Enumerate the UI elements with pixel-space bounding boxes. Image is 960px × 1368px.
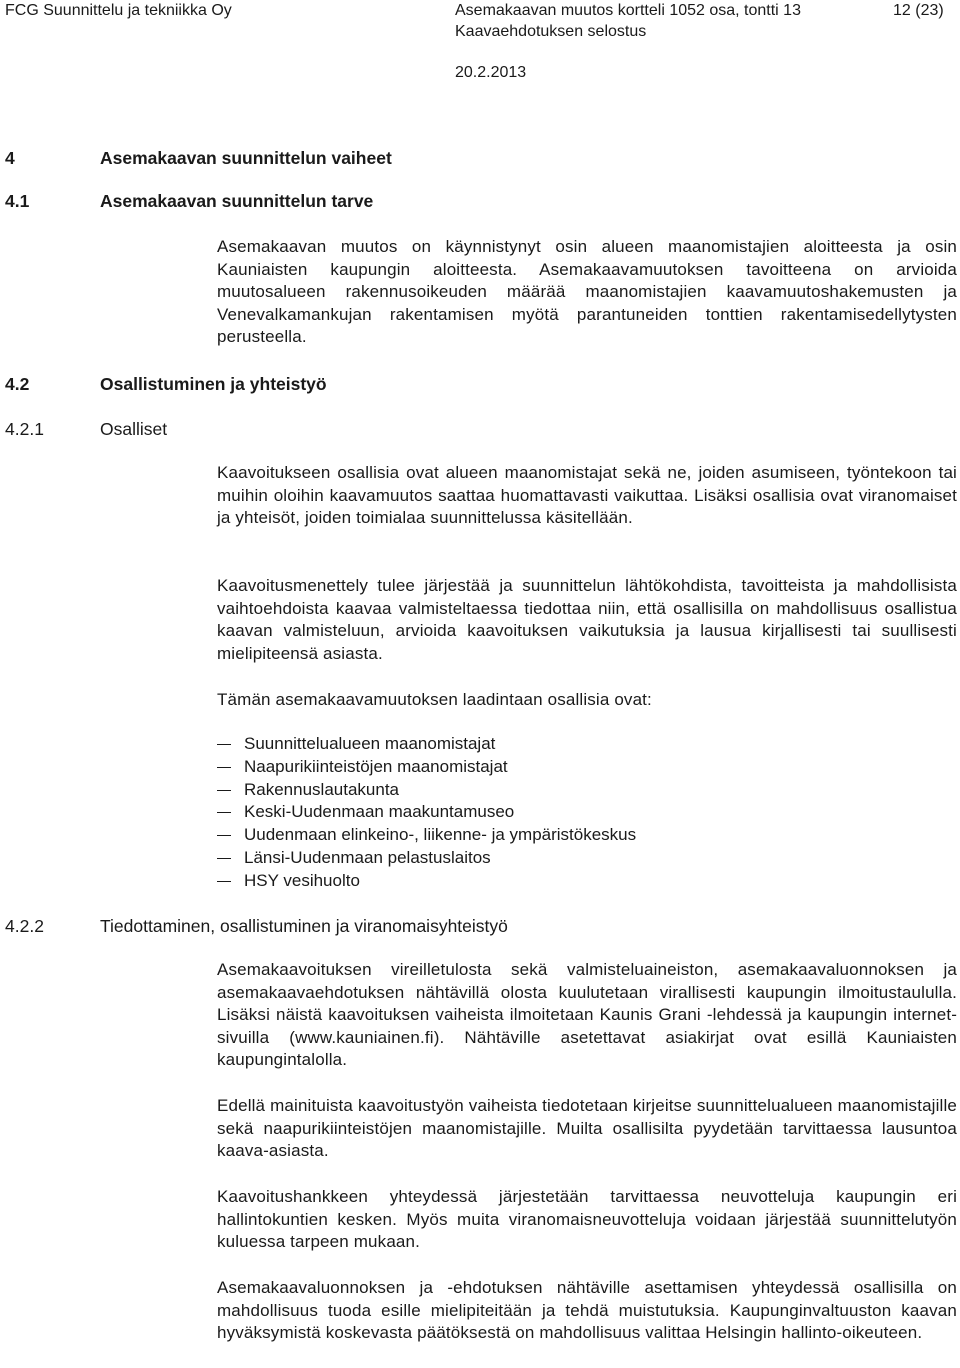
heading-section-4-2 — [5, 372, 327, 396]
list-item-text: Naapurikiinteistöjen maanomistajat — [244, 756, 508, 776]
heading-title: Asemakaavan suunnittelun vaiheet — [100, 148, 392, 168]
paragraph-appeals: Asemakaavaluonnoksen ja -ehdotuksen nähtäville asettamisen yhteydessä osallisilla on mahdollisuus tuoda esille mielipiteitään ja tehdä muistutuksia. Kaupunginvaltuuston kaavan hyväksymistä koskevasta päätöksestä on mahdollisuus valittaa Helsingin hallinto-oikeuteen. — [217, 1278, 957, 1343]
dash-bullet — [217, 881, 231, 882]
header-page-number: 12 (23) — [893, 2, 944, 19]
dash-bullet — [217, 835, 231, 836]
list-item-text: Rakennuslautakunta — [244, 779, 400, 799]
heading-section-4-2-1 — [5, 417, 167, 441]
list-item — [217, 756, 636, 779]
stakeholders-list — [217, 733, 636, 893]
list-item-text: Uudenmaan elinkeino-, liikenne- ja ympäristökeskus — [244, 825, 637, 845]
paragraph-stakeholders-definition: Kaavoitukseen osallisia ovat alueen maanomistajat sekä ne, joiden asumiseen, työntekoon tai muihin oloihin kaavamuutos saattaa huomattavasti vaikuttaa. Lisäksi osallisia ovat viranomaiset ja yhteisöt, joiden toimialaa suunnittelussa käsitellään. — [217, 463, 957, 528]
list-item-text: Suunnittelualueen maanomistajat — [244, 734, 496, 753]
paragraph-planning-need: Asemakaavan muutos on käynnistynyt osin alueen maanomistajien aloitteesta ja osin Kauniaisten kaupungin aloitteesta. Asemakaavamuutoksen tavoitteena on arvioida muutosalueen rakennusoikeuden määrää maanomistajien kaavamuutoshakemusten ja Venevalkamankujan rakentamisen myötä parantuneiden tonttien rakentamisedellytysten perusteella. — [217, 237, 957, 347]
heading-number: 4.2 — [5, 374, 30, 394]
heading-number: 4.2.2 — [5, 916, 44, 936]
header-project: Asemakaavan muutos kortteli 1052 osa, tontti 13 — [455, 2, 801, 19]
dash-bullet — [217, 812, 231, 813]
header-company: FCG Suunnittelu ja tekniikka Oy — [5, 2, 232, 19]
heading-title: Osallistuminen ja yhteistyö — [100, 374, 327, 394]
heading-number: 4.1 — [5, 191, 30, 211]
list-item — [217, 824, 636, 847]
paragraph-negotiations: Kaavoitushankkeen yhteydessä järjestetään tarvittaessa neuvotteluja kaupungin eri hallintokuntien kesken. Myös muita viranomaisneuvotteluja voidaan järjestää suunnittelutyön kuluessa tarpeen mukaan. — [217, 1187, 957, 1252]
paragraph-announcements: Asemakaavoituksen vireilletulosta sekä valmisteluaineiston, asemakaavaluonnoksen ja asemakaavaehdotuksen nähtävillä olosta kuulutetaan virallisesti kaupungin ilmoitustaululla. Lisäksi näistä kaavoituksen vaiheista ilmoitetaan Kaunis Grani -lehdessä ja kaupungin internet-sivuilla (www.kauniainen.fi). Nähtäville asetettavat asiakirjat ovat esillä Kauniaisten kaupungintalolla. — [217, 960, 957, 1070]
paragraph-planning-procedure: Kaavoitusmenettely tulee järjestää ja suunnittelun lähtökohdista, tavoitteista ja mahdollisista vaihtoehdoista kaavaa valmisteltaessa tiedottaa niin, että osallisilla on mahdollisuus osallistua kaavan valmisteluun, arvioida kaavoituksen vaikutuksia ja lausua kirjallisesti tai suullisesti mielipiteensä asiasta. — [217, 576, 957, 663]
heading-title: Asemakaavan suunnittelun tarve — [100, 191, 374, 211]
heading-section-4-2-2 — [5, 914, 508, 938]
list-item — [217, 847, 636, 870]
heading-section-4 — [5, 146, 392, 170]
list-item — [217, 733, 636, 756]
list-item — [217, 801, 636, 824]
list-item — [217, 779, 636, 802]
list-item-text: HSY vesihuolto — [244, 870, 360, 890]
list-item-text: Länsi-Uudenmaan pelastuslaitos — [244, 847, 491, 867]
heading-title: Tiedottaminen, osallistuminen ja viranomaisyhteistyö — [100, 916, 508, 936]
dash-bullet — [217, 767, 231, 768]
paragraph-letters: Edellä mainituista kaavoitustyön vaiheista tiedotetaan kirjeitse suunnittelualueen maanomistajille sekä naapurikiinteistöjen maanomistajille. Muilta osallisilta pyydetään tarvittaessa lausuntoa kaava-asiasta. — [217, 1096, 957, 1161]
heading-number: 4.2.1 — [5, 419, 44, 439]
dash-bullet — [217, 858, 231, 859]
header-doc-type: Kaavaehdotuksen selostus — [455, 23, 647, 40]
dash-bullet — [217, 744, 231, 745]
dash-bullet — [217, 790, 231, 791]
heading-number: 4 — [5, 148, 15, 168]
list-item — [217, 870, 636, 893]
heading-title: Osalliset — [100, 419, 168, 439]
list-item-text: Keski-Uudenmaan maakuntamuseo — [244, 802, 515, 822]
heading-section-4-1 — [5, 189, 373, 213]
header-date: 20.2.2013 — [455, 64, 527, 81]
paragraph-stakeholders-intro: Tämän asemakaavamuutoksen laadintaan osallisia ovat: — [217, 690, 652, 709]
